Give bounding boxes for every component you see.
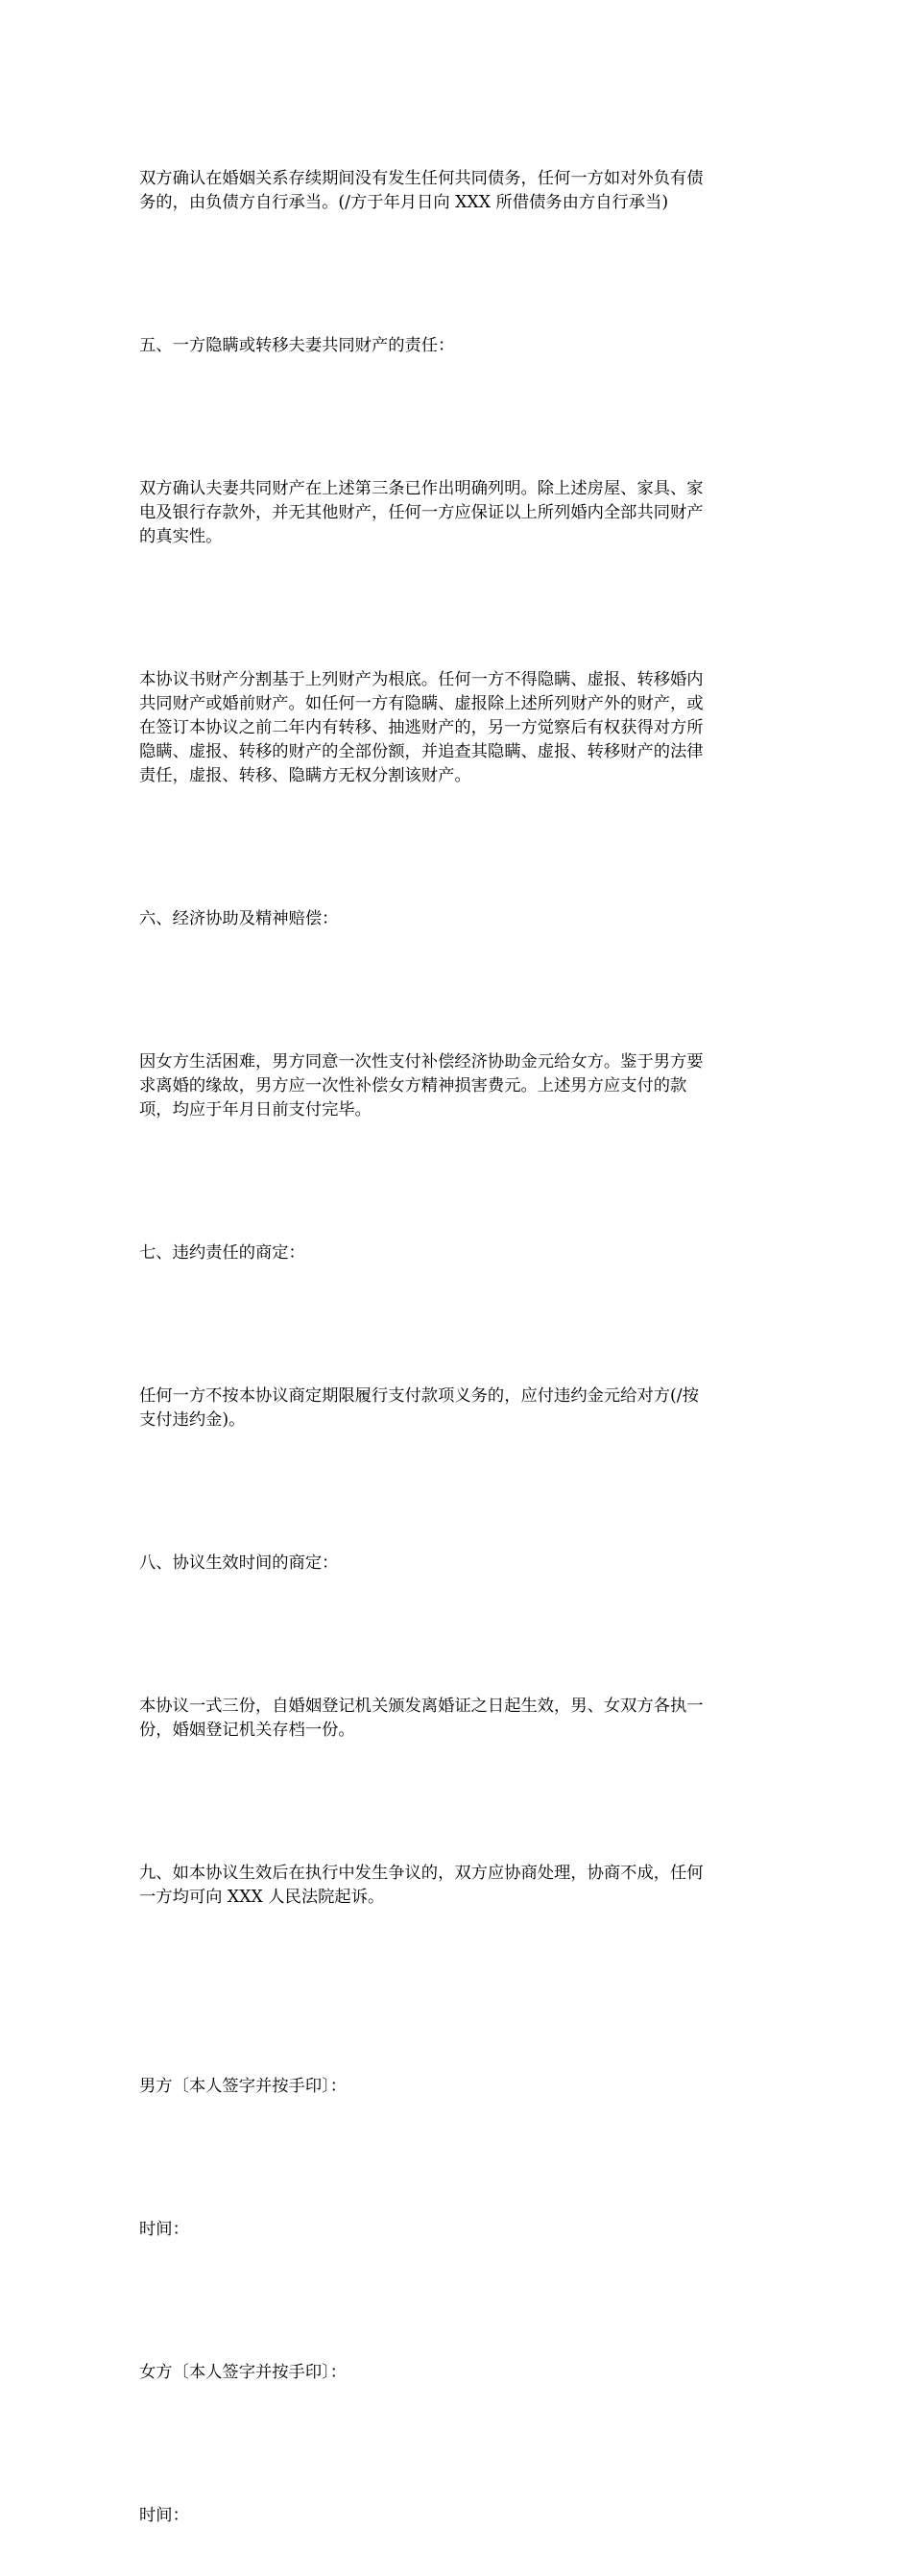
section-7-paragraph xyxy=(139,1336,773,1481)
text-line: 双方确认夫妻共同财产在上述第三条已作出明确列明。除上述房屋、家具、家 xyxy=(139,479,704,498)
text-line: 务的，由负债方自行承当。(/方于年月日向 XXX 所借债务由方自行承当) xyxy=(139,193,669,212)
female-signature-label xyxy=(139,2313,773,2433)
text-line: 因女方生活困难，男方同意一次性支付补偿经济协助金元给女方。鉴于男方要 xyxy=(139,1052,704,1071)
text-line: 项，均应于年月日前支付完毕。 xyxy=(139,1100,372,1119)
text-line: 在签订本协议之前二年内有转移、抽逃财产的，另一方觉察后有权获得对方所 xyxy=(139,718,704,737)
section-7-heading xyxy=(139,1193,773,1313)
time-label-text: 时间： xyxy=(139,2506,189,2525)
text-line: 求离婚的缘故，男方应一次性补偿女方精神损害费元。上述男方应支付的款 xyxy=(139,1076,687,1095)
female-time-label xyxy=(139,2456,773,2576)
section-5-heading xyxy=(139,286,773,406)
text-line: 九、如本协议生效后在执行中发生争议的，双方应协商处理，协商不成，任何 xyxy=(139,1864,704,1883)
text-line: 本协议书财产分割基于上列财产为根底。任何一方不得隐瞒、虚报、转移婚内 xyxy=(139,670,704,689)
debt-paragraph xyxy=(139,119,773,263)
male-signature-label xyxy=(139,2027,773,2147)
time-label-text: 时间： xyxy=(139,2220,189,2239)
section-8-heading xyxy=(139,1504,773,1624)
heading-text: 八、协议生效时间的商定： xyxy=(139,1553,339,1573)
section-6-paragraph xyxy=(139,1002,773,1170)
section-9-paragraph xyxy=(139,1814,773,1958)
text-line: 双方确认在婚姻关系存续期间没有发生任何共同债务，任何一方如对外负有债 xyxy=(139,169,704,188)
text-line: 责任，虚报、转移、隐瞒方无权分割该财产。 xyxy=(139,766,471,785)
signature-label-text: 男方〔本人签字并按手印〕： xyxy=(139,2077,348,2096)
male-time-label xyxy=(139,2170,773,2290)
section-8-paragraph xyxy=(139,1647,773,1791)
text-line: 隐瞒、虚报、转移的财产的全部份额，并追查其隐瞒、虚报、转移财产的法律 xyxy=(139,742,704,761)
text-line: 一方均可向 XXX 人民法院起诉。 xyxy=(139,1888,385,1907)
text-line: 任何一方不按本协议商定期限履行支付款项义务的，应付违约金元给对方(/按 xyxy=(139,1386,699,1406)
text-line: 电及银行存款外，并无其他财产，任何一方应保证以上所列婚内全部共同财产 xyxy=(139,503,704,522)
heading-text: 七、违约责任的商定： xyxy=(139,1243,305,1263)
text-line: 的真实性。 xyxy=(139,527,223,546)
signature-label-text: 女方〔本人签字并按手印〕： xyxy=(139,2363,348,2382)
section-5-paragraph-2 xyxy=(139,620,773,836)
text-line: 共同财产或婚前财产。如任何一方有隐瞒、虚报除上述所列财产外的财产，或 xyxy=(139,694,704,713)
text-line: 份，婚姻登记机关存档一份。 xyxy=(139,1721,355,1740)
heading-text: 五、一方隐瞒或转移夫妻共同财产的责任： xyxy=(139,336,455,355)
text-line: 支付违约金)。 xyxy=(139,1410,246,1430)
section-5-paragraph-1 xyxy=(139,429,773,597)
heading-text: 六、经济协助及精神赔偿： xyxy=(139,909,339,928)
text-line: 本协议一式三份，自婚姻登记机关颁发离婚证之日起生效，男、女双方各执一 xyxy=(139,1697,704,1716)
document-body xyxy=(139,119,773,2576)
section-6-heading xyxy=(139,859,773,979)
